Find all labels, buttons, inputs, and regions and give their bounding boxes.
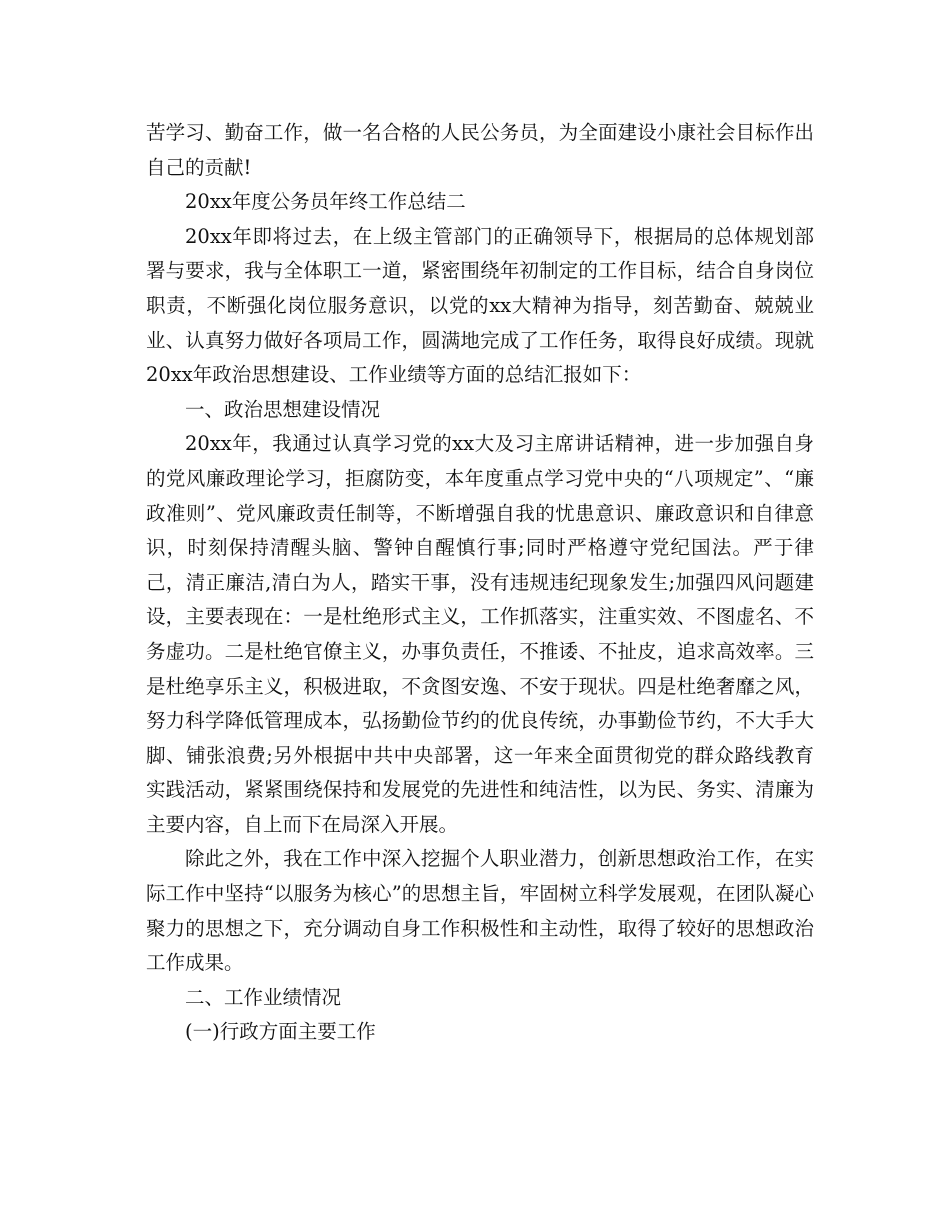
heading-work-performance: 二、工作业绩情况 <box>185 985 342 1009</box>
paragraph-intro: 20xx年即将过去，在上级主管部门的正确领导下，根据局的总体规划部署与要求，我与全体职工一道，紧密围绕年初制定的工作目标，结合自身岗位职责，不断强化岗位服务意识，以党的xx大精神为指导，刻苦勤奋、兢兢业业、认真努力做好各项局工作，圆满地完成了工作任务，取得良好成绩。现就20xx年政治思想建设、工作业绩等方面的总结汇报如下： <box>146 224 814 387</box>
paragraph-besides: 除此之外，我在工作中深入挖掘个人职业潜力，创新思想政治工作，在实际工作中坚持“以服务为核心”的思想主旨，牢固树立科学发展观，在团队凝心聚力的思想之下，充分调动自身工作积极性和主动性，取得了较好的思想政治工作成果。 <box>146 847 814 975</box>
document-body <box>146 116 814 1050</box>
heading-political-ideology: 一、政治思想建设情况 <box>185 397 381 421</box>
paragraph-political-study: 20xx年，我通过认真学习党的xx大及习主席讲话精神，进一步加强自身的党风廉政理论学习，拒腐防变，本年度重点学习党中央的“八项规定”、“廉政准则”、党风廉政责任制等，不断增强自我的忧患意识、廉政意识和自律意识，时刻保持清醒头脑、警钟自醒慎行事;同时严格遵守党纪国法。严于律己，清正廉洁,清白为人，踏实干事，没有违规违纪现象发生;加强四风问题建设，主要表现在：一是杜绝形式主义，工作抓落实，注重实效、不图虚名、不务虚功。二是杜绝官僚主义，办事负责任，不推诿、不扯皮，追求高效率。三是杜绝享乐主义，积极进取，不贪图安逸、不安于现状。四是杜绝奢靡之风，努力科学降低管理成本，弘扬勤俭节约的优良传统，办事勤俭节约，不大手大脚、铺张浪费;另外根据中共中央部署，这一年来全面贯彻党的群众路线教育实践活动，紧紧围绕保持和发展党的先进性和纯洁性，以为民、务实、清廉为主要内容，自上而下在局深入开展。 <box>146 432 814 836</box>
heading-administrative-work: (一)行政方面主要工作 <box>185 1020 376 1044</box>
section-title: 20xx年度公务员年终工作总结二 <box>185 190 466 214</box>
paragraph-closing-line: 苦学习、勤奋工作，做一名合格的人民公务员，为全面建设小康社会目标作出自己的贡献! <box>146 121 814 179</box>
